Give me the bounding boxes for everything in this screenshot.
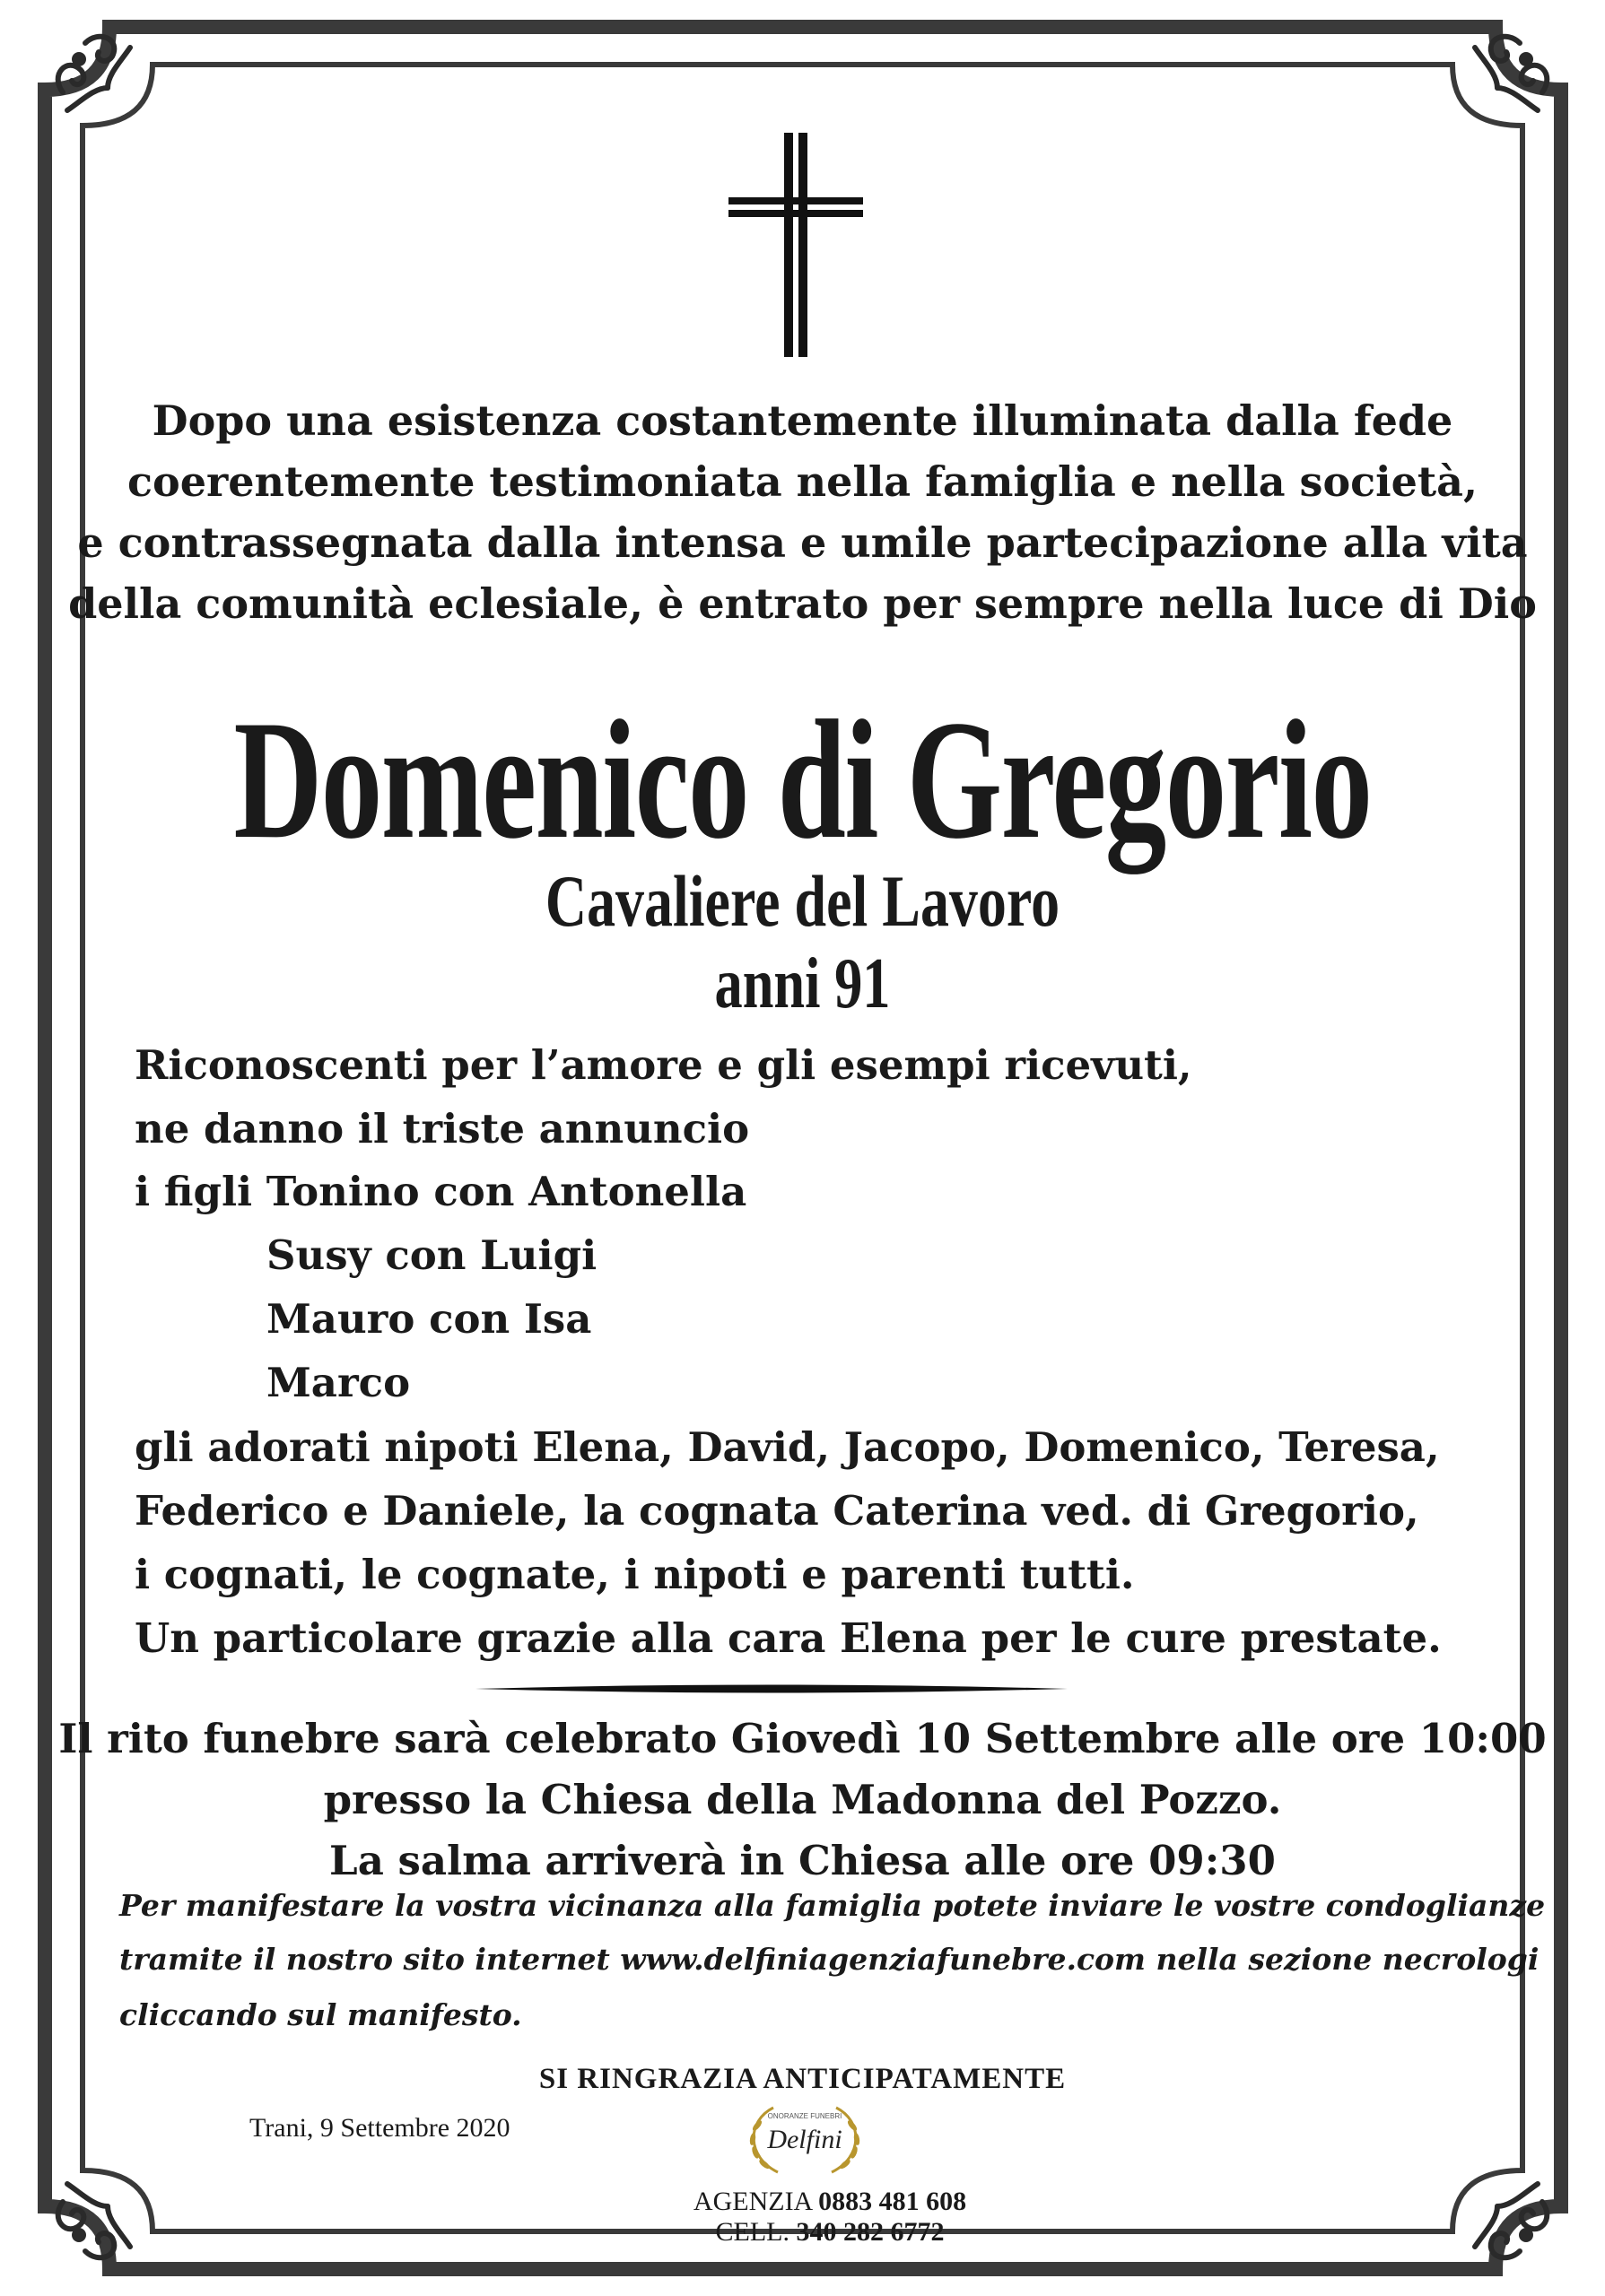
cell-phone: 340 282 6772 [796,2217,945,2247]
announcement-line: Un particolare grazie alla cara Elena per le cure prestate. [135,1614,1442,1662]
corner-ornament-icon [45,25,144,124]
cell-phone-line [668,2217,991,2248]
divider [475,1683,1068,1695]
announcement-line: gli adorati nipoti Elena, David, Jacopo, Domenico, Teresa, [135,1423,1440,1471]
funeral-info [0,1709,1605,1892]
thanks-text: SI RINGRAZIA ANTICIPATAMENTE [538,2063,1067,2095]
place-date: Trani, 9 Settembre 2020 [249,2113,510,2143]
logo-small-text: ONORANZE FUNEBRI [767,2112,842,2120]
condolence-line: tramite il nostro sito internet www.delfiniagenziafunebre.com nella sezione necrologi [119,1942,1540,1977]
deceased-age: anni 91 [714,944,891,1023]
intro-line: della comunità eclesiale, è entrato per sempre nella luce di Dio [68,579,1537,628]
corner-ornament-icon [1461,2170,1560,2269]
corner-ornament-icon [1461,25,1560,124]
announcement-line: Susy con Luigi [266,1231,598,1279]
announcement-line: i figli Tonino con Antonella [135,1168,747,1215]
intro-line: Dopo una esistenza costantemente illuminata dalla fede [152,396,1453,445]
announcement-line: Marco [266,1359,411,1406]
condolence-line: cliccando sul manifesto. [119,1997,522,2032]
cell-label: CELL. [715,2217,789,2247]
announcement-line: Mauro con Isa [266,1295,592,1343]
funeral-line: La salma arriverà in Chiesa alle ore 09:30 [329,1837,1276,1884]
agency-phone-line [668,2187,991,2217]
funeral-line: presso la Chiesa della Madonna del Pozzo. [323,1776,1282,1823]
deceased-title: Cavaliere del Lavoro [545,860,1060,942]
agency-phone: 0883 481 608 [818,2187,967,2216]
announcement-line: Riconoscenti per l’amore e gli esempi ricevuti, [135,1041,1192,1089]
deceased-name: Domenico di Gregorio [233,686,1372,874]
announcement-line: i cognati, le cognate, i nipoti e parenti tutti. [135,1551,1135,1598]
logo-name: Delfini [767,2125,842,2154]
funeral-line: Il rito funebre sarà celebrato Giovedì 10 Settembre alle ore 10:00 [58,1715,1547,1762]
agency-label: AGENZIA [693,2187,812,2216]
laurel-logo-icon [737,2099,872,2179]
announcement-line: Federico e Daniele, la cognata Caterina ved. di Gregorio, [135,1487,1419,1535]
intro-line: coerentemente testimoniata nella famiglia e nella società, [127,457,1478,506]
cross-icon [728,133,863,357]
corner-ornament-icon [45,2170,144,2269]
announcement-line: ne danno il triste annuncio [135,1105,750,1152]
intro-line: e contrassegnata dalla intensa e umile partecipazione alla vita [77,518,1528,567]
condolence-line: Per manifestare la vostra vicinanza alla famiglia potete inviare le vostre condoglianze [119,1888,1546,1923]
intro-text [0,390,1605,634]
